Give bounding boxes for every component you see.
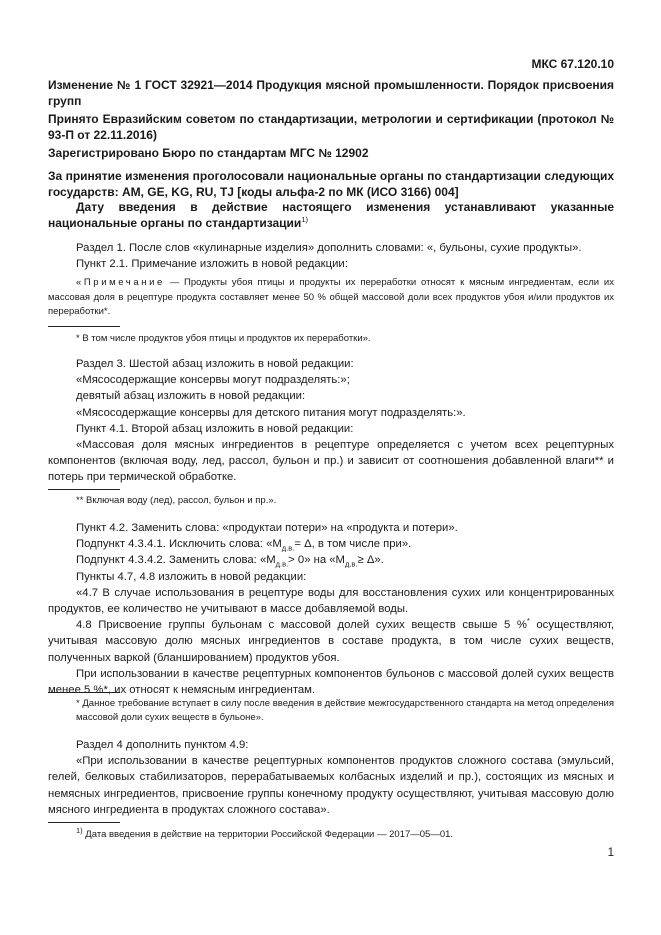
paragraph: девятый абзац изложить в новой редакции: xyxy=(76,390,306,403)
paragraph: «4.7 В случае использования в рецептуре воды для восстановления сухих или концентрированных продуктов, ее количество не учитывают в массе добавляемой воды. xyxy=(48,586,614,616)
adopted-statement: Принято Евразийским советом по стандартизации, метрологии и сертификации (протокол № 93-П от 22.11.2016) xyxy=(48,112,614,142)
paragraph: «При использовании в качестве рецептурных компонентов продуктов сложного состава (эмульсий, гелей, белковых стабилизаторов, перерабатываемых колбасных изделий и пр.), состоящих из мясных и немясных ингредиентов, присвоение группы конечному продукту осуществляют, учитывая массовую долю мясного ингредиента в продуктах сложного состава». xyxy=(48,755,614,816)
footnote-rule xyxy=(48,822,614,823)
voting-statement: За принятие изменения проголосовали национальные органы по стандартизации следующих государств: AM, GE, KG, RU, TJ [коды альфа-2 по МК (ИСО 3166) 004] xyxy=(48,169,614,199)
paragraph: Пункт 4.1. Второй абзац изложить в новой редакции: xyxy=(76,422,354,435)
paragraph: Раздел 1. После слов «кулинарные изделия» дополнить словами: «, бульоны, сухие продукты». xyxy=(76,242,582,254)
page-number: 1 xyxy=(607,847,614,859)
paragraph: «Мясосодержащие консервы могут подразделять:»; xyxy=(76,374,350,387)
paragraph: Подпункт 4.3.4.1. Исключить слова: «$М_{д.в.}= \Delta$, в том числе при». xyxy=(76,538,412,553)
paragraph: «Массовая доля мясных ингредиентов в рецептуре определяется с учетом всех рецептурных компонентов (включая воду, лед, рассол, бульон и пр.) и зависит от соотношения добавленной влаги** и потерь при термической обработке. xyxy=(48,439,614,484)
paragraph: 4.8 Присвоение группы бульонам с массовой долей сухих веществ свыше 5 %* осуществляют, учитывая массовую долю мясных ингредиентов в составе продукта, в том числе сухих веществ, полученных варкой (бланшированием) продуктов убоя. xyxy=(48,616,614,664)
paragraph: Пункты 4.7, 4.8 изложить в новой редакции: xyxy=(76,570,307,583)
footnote-rule xyxy=(48,489,614,490)
paragraph: Пункт 2.1. Примечание изложить в новой редакции: xyxy=(76,258,348,271)
footnote: * В том числе продуктов убоя птицы и продуктов их переработки». xyxy=(76,333,371,344)
footnote-rule xyxy=(48,692,614,693)
amendment-title: Изменение № 1 ГОСТ 32921—2014 Продукция мясной промышленности. Порядок присвоения групп xyxy=(48,78,614,108)
note: «Примечание — Продукты убоя птицы и продукты их переработки относят к мясным ингредиентам, если их массовая доля в рецептуре продукта составляет менее 50 % общей массовой доли всех продуктов убоя и/или продуктов их переработки*. xyxy=(48,277,614,317)
section-4 xyxy=(48,737,614,818)
footnote: * Данное требование вступает в силу после введения в действие межгосударственного стандарта на метод определения массовой доли сухих веществ в бульоне». xyxy=(76,698,614,723)
paragraph: Пункт 4.2. Заменить слова: «продуктаи потери» на «продукта и потери». xyxy=(76,522,458,534)
section-2 xyxy=(48,356,614,486)
paragraph: При использовании в качестве рецептурных компонентов бульонов с массовой долей сухих веществ менее 5 %*, их относят к немясным ингредиентам. xyxy=(48,667,614,697)
effective-date-statement: Дату введения в действие настоящего изменения устанавливают указанные национальные органы по стандартизации$^{1)}$ xyxy=(48,200,614,230)
paragraph: Раздел 3. Шестой абзац изложить в новой редакции: xyxy=(76,358,354,370)
paragraph: «Мясосодержащие консервы для детского питания могут подразделять:». xyxy=(76,406,466,419)
classification-code: МКС 67.120.10 xyxy=(531,57,614,71)
footnote-rule xyxy=(48,326,614,327)
paragraph: Подпункт 4.3.4.2. Заменить слова: «$М_{д.в.}> 0$» на «$М_{д.в.}\ge \Delta$». xyxy=(76,554,384,569)
paragraph: Раздел 4 дополнить пунктом 4.9: xyxy=(76,739,249,751)
section-3 xyxy=(48,520,614,698)
footnote: ** Включая воду (лед), рассол, бульон и пр.». xyxy=(76,495,277,506)
section-1 xyxy=(48,240,614,319)
main-footnote: $^{1)}$ Дата введения в действие на территории Российской Федерации — 2017—05—01. xyxy=(76,825,454,840)
registration-statement: Зарегистрировано Бюро по стандартам МГС № 12902 xyxy=(48,146,369,160)
